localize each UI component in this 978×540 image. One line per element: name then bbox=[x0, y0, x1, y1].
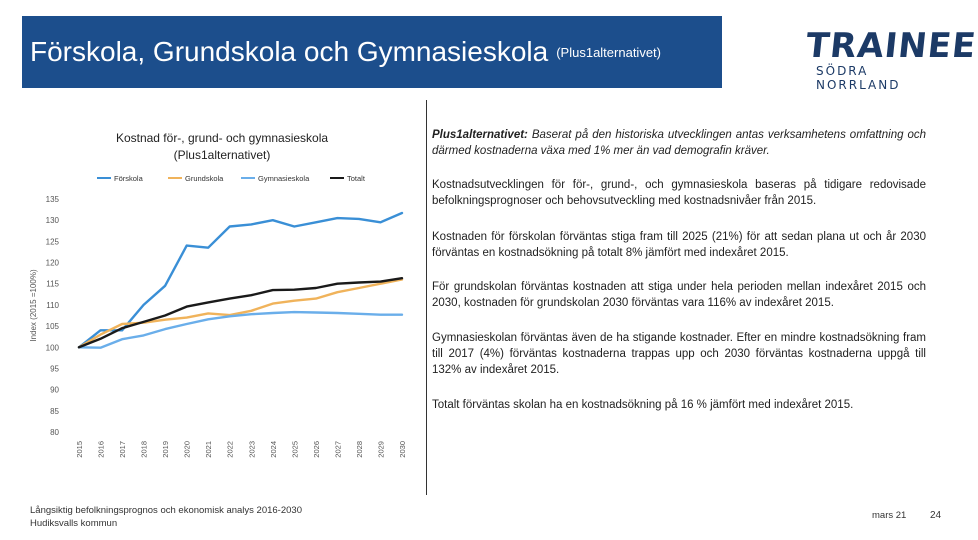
legend-label-0: Förskola bbox=[114, 174, 143, 183]
page-title-main: Förskola, Grundskola och Gymnasieskola bbox=[30, 36, 549, 67]
y-tick-label-135: 135 bbox=[45, 195, 59, 204]
x-tick-label-2020: 2020 bbox=[182, 441, 192, 458]
paragraph-plus1 bbox=[432, 127, 926, 159]
x-tick-label-2028: 2028 bbox=[354, 441, 364, 458]
x-tick-label-2025: 2025 bbox=[290, 441, 300, 458]
trainee-logo bbox=[803, 26, 978, 92]
legend-label-1: Grundskola bbox=[185, 174, 224, 183]
y-tick-label-90: 90 bbox=[50, 385, 59, 395]
y-tick-label-80: 80 bbox=[50, 428, 59, 437]
page-title bbox=[30, 22, 661, 82]
chart-title-line-2: (Plus1alternativet) bbox=[173, 148, 271, 162]
x-tick-label-2019: 2019 bbox=[161, 441, 171, 458]
logo-brand: TRAINEE bbox=[803, 26, 978, 66]
page-number: 24 bbox=[930, 510, 942, 521]
y-tick-label-100: 100 bbox=[45, 343, 59, 353]
x-tick-label-2030: 2030 bbox=[398, 441, 407, 458]
y-tick-label-105: 105 bbox=[45, 322, 59, 332]
x-tick-label-2021: 2021 bbox=[204, 441, 214, 458]
paragraph-forskola: Kostnaden för förskolan förväntas stiga fram till 2025 (21%) för att sedan plana ut och år 2030 förväntas en kostnadsökning på totalt 8% jämfört med indexåret 2015. bbox=[432, 231, 926, 259]
y-tick-label-85: 85 bbox=[50, 406, 59, 416]
divider bbox=[426, 100, 427, 495]
x-tick-label-2016: 2016 bbox=[96, 441, 106, 458]
x-tick-label-2029: 2029 bbox=[376, 441, 386, 458]
y-tick-label-125: 125 bbox=[45, 237, 59, 247]
slide-date: mars 21 bbox=[872, 510, 907, 521]
x-tick-label-2018: 2018 bbox=[139, 441, 149, 458]
y-tick-label-95: 95 bbox=[50, 364, 59, 374]
paragraph-plus1-body: Baserat på den historiska utvecklingen antas verksamhetens omfattning och därmed kostnaderna växa med 1% mer än vad demografin kräver. bbox=[432, 129, 926, 157]
x-tick-label-2024: 2024 bbox=[268, 441, 278, 458]
chart-title-line-1: Kostnad för-, grund- och gymnasieskola bbox=[115, 131, 329, 145]
paragraph-totalt: Totalt förväntas skolan ha en kostnadsökning på 16 % jämfört med indexåret 2015. bbox=[432, 399, 854, 411]
source-line-1: Långsiktig befolkningsprognos och ekonomisk analys 2016-2030 bbox=[30, 505, 302, 516]
x-tick-label-2017: 2017 bbox=[118, 441, 128, 458]
x-tick-label-2026: 2026 bbox=[311, 441, 321, 458]
paragraph-plus1-lead: Plus1alternativet: bbox=[432, 129, 528, 141]
x-tick-label-2015: 2015 bbox=[75, 441, 84, 458]
cost-index-line-chart bbox=[22, 125, 422, 465]
x-tick-label-2027: 2027 bbox=[333, 441, 343, 458]
series-line-gymnasieskola bbox=[79, 312, 402, 348]
y-tick-label-115: 115 bbox=[46, 279, 59, 289]
y-tick-label-130: 130 bbox=[45, 216, 59, 226]
paragraph-cost-basis: Kostnadsutvecklingen för för-, grund-, och gymnasieskola baseras på tidigare redovisade befolkningsprognoser och behovsutveckling med kostnadsnivåer från 2015. bbox=[432, 179, 926, 207]
y-axis-label: Index (2015 =100%) bbox=[29, 269, 38, 342]
legend-label-3: Totalt bbox=[347, 174, 365, 183]
x-tick-label-2023: 2023 bbox=[247, 441, 257, 458]
paragraph-gymnasieskola: Gymnasieskolan förväntas även de ha stigande kostnader. Efter en mindre kostnadsökning fram till 2017 (4%) förväntas kostnaderna trappas upp och 2030 förväntas kostnaderna uppgå till 132% av indexåret 2015. bbox=[432, 332, 926, 376]
legend-label-2: Gymnasieskola bbox=[258, 174, 310, 183]
logo-region: SÖDRA NORRLAND bbox=[816, 64, 901, 92]
y-tick-label-120: 120 bbox=[45, 258, 59, 268]
paragraph-grundskola: För grundskolan förväntas kostnaden att stiga under hela perioden mellan indexåret 2015 och 2030, kostnaden för grundskolan 2030 förväntas vara 116% av indexåret 2015. bbox=[432, 281, 926, 309]
y-tick-label-110: 110 bbox=[46, 300, 59, 310]
source-line-2: Hudiksvalls kommun bbox=[30, 518, 118, 529]
x-tick-label-2022: 2022 bbox=[225, 441, 235, 458]
source-note bbox=[30, 504, 302, 530]
page-title-subtitle: (Plus1alternativet) bbox=[556, 44, 661, 60]
